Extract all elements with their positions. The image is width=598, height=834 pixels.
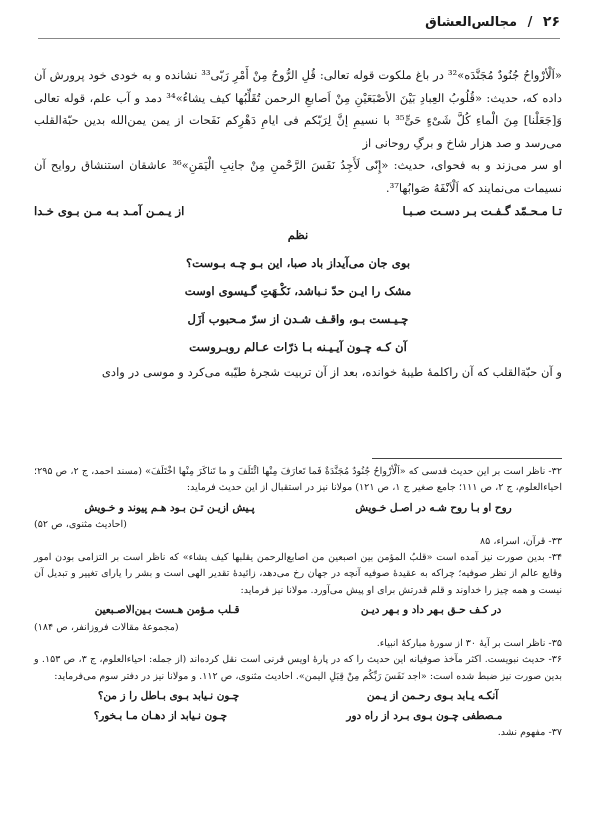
header-rule <box>38 38 560 39</box>
paragraph-1: «اَلْأرْواحُ جُنُودٌ مُجَنَّدَه»³² در باغ ملکوت قوله تعالی: قُلِ الرُّوحُ مِنْ أَمْرِ رَبّی³³ نشانده و به خودی خود پرورش آن داده که، حدیث: «قُلُوبُ العِبادِ بَیْنَ الأصْبَعَیْنِ مِنْ اَصابعِ الرحمن تُقَلِّبُها کیف یشاءُ»³⁴ دمد و آب علم، قوله تعالی وَ[جَعَلْنا] مِنَ الْماءِ کُلَّ شَیْءٍ حَیٍّ³⁵ با نسیمِ إنَّ لِرَبّکم فی ایامِ دَهْرِکم نَفَحات از یمن یمن‌الله بدین حبّة‌القلب می‌رسد و صد هزار شاخ و برگِ روحانی از <box>34 68 563 150</box>
footnote-35: ۳۵- ناظر است بر آیهٔ ۳۰ از سورهٔ مبارکهٔ انبیاء. <box>376 638 562 650</box>
poem-line: آن کـه چـون آیـیـنه بـا ذرّات عـالم روبـروست <box>189 339 407 354</box>
couplet-first-hemistich: تـا مـحـمّد گـفـت بـر دسـت صـبـا <box>402 203 562 218</box>
page-number: ۲۶ <box>542 14 560 30</box>
hemistich: آنکـه یـابد بـوی رحـمن از یـمن <box>366 690 499 703</box>
hemistich: روح او بـا روح شـه در اصـل خـویش <box>355 501 512 514</box>
footnote-33: ۳۳- قرآن، اسراء، ۸۵ <box>480 535 562 547</box>
hemistich: پـیش ازیـن تـن بـود هـم پیوند و خـویش <box>84 501 255 514</box>
paragraph-2: او سر می‌زند و به فحوای، حدیث: «إِنّی لَأَجِدُ نَفَسَ الرَّحْمنِ مِنْ جانِبِ الْیَمَنِ»³⁶ عاشقان استنشاق روایح آن نسیمات می‌نمایند که اَلْاَنْفَهُ صَوابُها³⁷. <box>34 158 562 195</box>
couplet-second-hemistich: از یـمـن آمـد بـه مـن بـوی خـدا <box>34 203 185 218</box>
running-header <box>38 14 560 36</box>
footnote-36-couplet-1 <box>34 688 562 704</box>
footnote-34-source: (مجموعهٔ مقالات فروزانفر، ص ۱۸۴) <box>34 621 179 633</box>
poem-line: مشک را ایـن حدّ نـباشد، نَکْـهَتِ گـیسوی اوست <box>184 283 412 298</box>
footnote-34: ۳۴- بدین صورت نیز آمده است «قلبُ المؤمن بین اصبعین من اصابع‌الرحمن یقلبها کیف یشاء» که ناظر است بر التزامی بودن امور وقایع عالم از نظر صوفیه؛ چراکه به عقیدهٔ صوفیه آنچه در جهان رخ می‌دهد، زائیدهٔ تقدیر الهی است و بشر را یارای تغییر و تبدیل آن نیست و همه چیز را خداوند و قلم قدرتش برای او پیش می‌آورد. مولانا نیز فرماید: <box>34 552 562 596</box>
footnote-36-couplet-2 <box>34 708 562 724</box>
footnote-32-couplet <box>34 500 562 516</box>
footnote-36: ۳۶- حدیث نبویست. اکثر مآخذ صوفیانه این حدیث را که در پارهٔ اویس قرنی است نقل کرده‌اند (از جمله: احیاءالعلوم، ج ۳، ص ۱۵۳. و بدین صورت نیز ضبط شده است: «اجد نَفَسَ رَبِّکُم مِنْ قِبَلِ الیمن». احادیث مثنوی، ص ۱۱۲. و مولانا نیز در دفتر سوم می‌فرماید: <box>34 654 563 682</box>
footnote-32-source: (احادیث مثنوی، ص ۵۲) <box>34 519 127 531</box>
footnote-32: ۳۲- ناظر است بر این حدیث قدسی که «اَلْأرْواحُ جُنُودٌ مُجَنَّدَةٌ فَما تَعارَفَ مِنْها ائْتَلَفَ و ما تَناکَرَ مِنْها اخْتَلَفَ» (مسند احمد، ج ۲، ص ۲۹۵؛ احیاءالعلوم، ج ۲، ص ۱۱۱؛ جامع صغیر ج ۱، ص ۱۲۱) مولانا نیز در استقبال از این حدیث فرماید: <box>34 466 562 494</box>
footnote-34-couplet <box>34 602 562 618</box>
hemistich: در کـف حـق بـهر داد و بـهر دیـن <box>360 604 502 617</box>
hemistich: قـلب مـؤمن هـست بـین‌الاصـبعین <box>94 604 240 617</box>
poem <box>34 249 562 361</box>
footnotes <box>34 464 562 742</box>
hemistich: چـون نـیابد از دهـان مـا بـخور؟ <box>93 709 228 722</box>
hemistich: مـصطفی چـون بـوی بـرد از راه دور <box>346 709 503 722</box>
paragraph-3: و آن حبّة‌القلب که آن راکلمهٔ طیبهٔ خوانده، بعد از آن تربیت شجرهٔ طیّبه می‌کرد و موسی در وادی <box>101 364 562 379</box>
hemistich: چـون نـیابد بـوی بـاطل را ز من؟ <box>97 690 240 703</box>
footnote-37: ۳۷- مفهوم نشد. <box>497 727 562 739</box>
footnote-rule <box>372 458 562 459</box>
poem-line: بوی جان می‌آیداز باد صبا، این بـو چـه بـوست؟ <box>185 255 411 270</box>
main-text <box>34 64 562 383</box>
header-separator: / <box>527 15 533 30</box>
poem-line: چـیـست بـو، واقـف شـدن از سرّ مـحبوب اَزَل <box>187 311 409 326</box>
book-title: مجالس‌العشاق <box>425 15 518 30</box>
poem-heading: نظم <box>287 228 309 243</box>
couplet <box>34 200 562 223</box>
